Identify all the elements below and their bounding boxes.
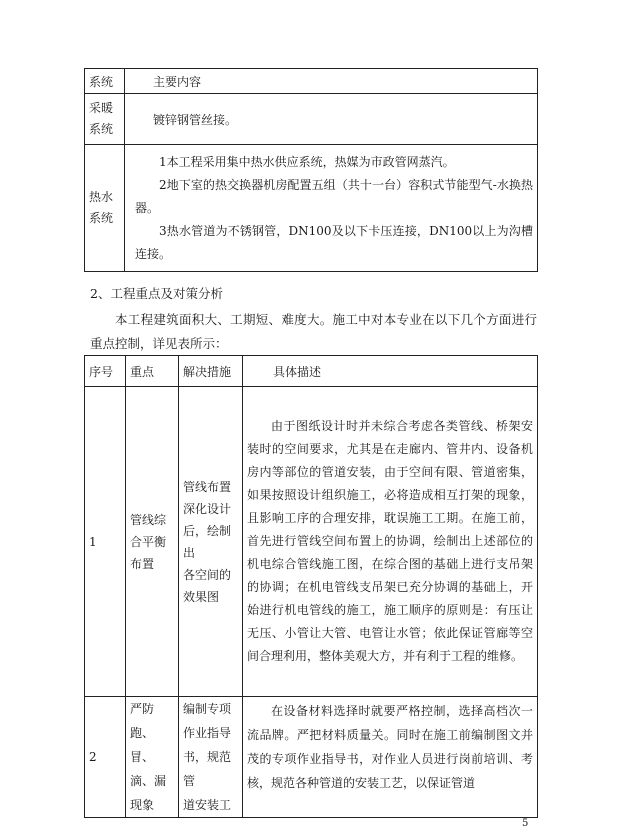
row-key-line: 严防 — [130, 702, 155, 716]
system-content-table — [84, 68, 538, 272]
row-key-line: 布置 — [130, 556, 155, 571]
row-key-line: 合平衡 — [130, 534, 167, 549]
table-row — [85, 387, 538, 697]
row-key — [126, 387, 179, 697]
row-key-line: 滴、漏 — [130, 774, 167, 788]
row-description-text: 在设备材料选择时就要严格控制，选择高档次一流品牌。严把材料质量关。同时在施工前编制图文并茂的专项作业指导书，对作业人员进行岗前培训、考核，规范各种管道的安装工艺，以保证管道 — [247, 704, 533, 790]
hotwater-content — [125, 145, 538, 272]
row-description — [243, 697, 538, 818]
row-measure-line: 各空间的 — [183, 567, 232, 582]
hotwater-label-line: 热水 — [89, 190, 114, 204]
heating-label-line: 采暖 — [89, 101, 114, 115]
hotwater-paragraph: 1本工程采用集中热水供应系统，热媒为市政管网蒸汽。 — [159, 154, 455, 169]
row-key-line: 管线综 — [130, 512, 167, 527]
row-description-text: 由于图纸设计时并未综合考虑各类管线、桥架安装时的空间要求，尤其是在走廊内、管井内、设备机房内等部位的管道安装，由于空间有限、管道密集，如果按照设计组织施工，必将造成相互打架的现象，且影响工序的合理安排，耽误施工工期。在施工前，首先进行管线空间布置上的协调，绘制出上述部位的机电综合管线施工图，在综合图的基础上进行支吊架的协调；在机电管线支吊架已充分协调的基础上，开始进行机电管线的施工，施工顺序的原则是：有压让无压、小管让大管、电管让水管；依此保证管廊等空间合理利用，整体美观大方，并有利于工程的维修。 — [247, 419, 533, 663]
heating-label — [85, 94, 125, 145]
row-measure-line: 道安装工 — [183, 798, 232, 812]
table-row — [85, 697, 538, 818]
row-measure-line: 深化设计 — [183, 501, 232, 516]
header-key: 重点 — [126, 356, 179, 387]
hotwater-paragraph: 3热水管道为不锈钢管，DN100及以下卡压连接，DN100以上为沟槽连接。 — [135, 223, 533, 261]
heating-label-line: 系统 — [89, 122, 114, 136]
page-number: 5 — [522, 818, 529, 829]
heating-row — [85, 94, 538, 145]
hotwater-label-line: 系统 — [89, 211, 114, 225]
header-measure: 解决措施 — [179, 356, 243, 387]
row-measure-line: 编制专项 — [183, 702, 232, 716]
hotwater-label — [85, 145, 125, 272]
section-intro: 本工程建筑面积大、工期短、难度大。施工中对本专业在以下几个方面进行重点控制，详见表所示： — [90, 312, 537, 351]
row-key — [126, 697, 179, 818]
header-no: 序号 — [85, 356, 126, 387]
header-system: 系统 — [85, 69, 125, 94]
row-no: 2 — [85, 697, 126, 818]
table1-header-row — [85, 69, 538, 94]
heating-content: 镀锌钢管丝接。 — [125, 94, 538, 145]
row-measure-line: 书，规范管 — [183, 750, 232, 788]
row-measure-line: 效果图 — [183, 589, 220, 604]
row-key-line: 现象 — [130, 798, 155, 812]
row-key-line: 跑、冒、 — [130, 726, 155, 764]
row-measure — [179, 697, 243, 818]
header-main-content: 主要内容 — [125, 69, 538, 94]
row-description — [243, 387, 538, 697]
section-heading: 2、工程重点及对策分析 — [90, 286, 223, 301]
header-description: 具体描述 — [243, 356, 538, 387]
row-measure-line: 后，绘制出 — [183, 523, 232, 560]
row-measure-line: 管线布置 — [183, 479, 232, 494]
hotwater-row — [85, 145, 538, 272]
row-measure-line: 作业指导 — [183, 726, 232, 740]
table2-header-row — [85, 356, 538, 387]
key-points-table — [84, 355, 538, 818]
row-measure — [179, 387, 243, 697]
hotwater-paragraph: 2地下室的热交换器机房配置五组（共十一台）容积式节能型气-水换热器。 — [135, 177, 533, 215]
row-no: 1 — [85, 387, 126, 697]
